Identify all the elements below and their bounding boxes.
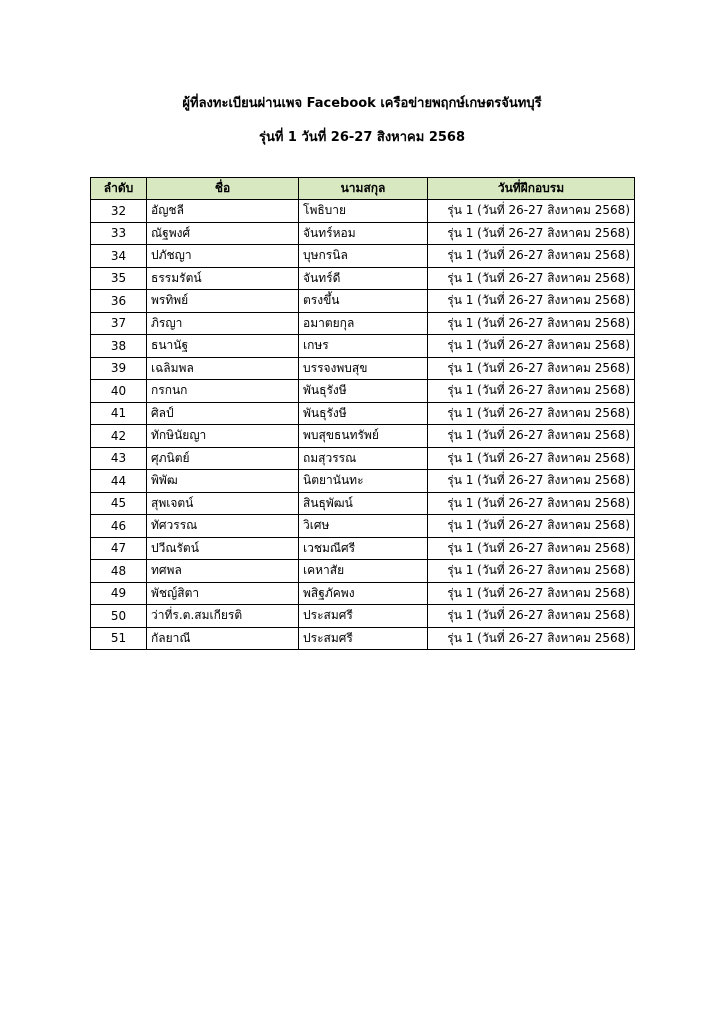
first-name: ศิลป์ — [147, 402, 299, 425]
document-subtitle: รุ่นที่ 1 วันที่ 26-27 สิงหาคม 2568 — [258, 130, 466, 145]
first-name: ธรรมรัตน์ — [147, 267, 299, 290]
table-row — [91, 627, 635, 650]
first-name: ทักษินัยญา — [147, 425, 299, 448]
row-number: 36 — [91, 290, 147, 313]
last-name: บุษกรนิล — [299, 245, 428, 268]
training-date: รุ่น 1 (วันที่ 26-27 สิงหาคม 2568) — [428, 335, 635, 358]
last-name: ประสมศรี — [299, 627, 428, 650]
row-number: 47 — [91, 537, 147, 560]
training-date: รุ่น 1 (วันที่ 26-27 สิงหาคม 2568) — [428, 312, 635, 335]
table-row — [91, 582, 635, 605]
last-name: พันธุรังษี — [299, 380, 428, 403]
row-number: 51 — [91, 627, 147, 650]
first-name: พรทิพย์ — [147, 290, 299, 313]
training-date: รุ่น 1 (วันที่ 26-27 สิงหาคม 2568) — [428, 560, 635, 583]
table-row — [91, 492, 635, 515]
table-row — [91, 245, 635, 268]
row-number: 37 — [91, 312, 147, 335]
training-date: รุ่น 1 (วันที่ 26-27 สิงหาคม 2568) — [428, 605, 635, 628]
row-number: 44 — [91, 470, 147, 493]
first-name: กรกนก — [147, 380, 299, 403]
last-name: พสิฐภัคพง — [299, 582, 428, 605]
row-number: 39 — [91, 357, 147, 380]
header-name: ชื่อ — [147, 178, 299, 200]
table-row — [91, 290, 635, 313]
last-name: เคหาสัย — [299, 560, 428, 583]
table-row — [91, 312, 635, 335]
row-number: 49 — [91, 582, 147, 605]
first-name: ทัศวรรณ — [147, 515, 299, 538]
last-name: นิตยานันทะ — [299, 470, 428, 493]
last-name: บรรจงพบสุข — [299, 357, 428, 380]
first-name: สุพเจตน์ — [147, 492, 299, 515]
document-title: ผู้ที่ลงทะเบียนผ่านเพจ Facebook เครือข่ายพฤกษ์เกษตรจันทบุรี — [182, 96, 542, 111]
row-number: 46 — [91, 515, 147, 538]
table-row — [91, 402, 635, 425]
training-date: รุ่น 1 (วันที่ 26-27 สิงหาคม 2568) — [428, 537, 635, 560]
first-name: พิพัฒ — [147, 470, 299, 493]
training-date: รุ่น 1 (วันที่ 26-27 สิงหาคม 2568) — [428, 447, 635, 470]
row-number: 38 — [91, 335, 147, 358]
row-number: 45 — [91, 492, 147, 515]
table-row — [91, 537, 635, 560]
table-row — [91, 200, 635, 223]
training-date: รุ่น 1 (วันที่ 26-27 สิงหาคม 2568) — [428, 290, 635, 313]
training-date: รุ่น 1 (วันที่ 26-27 สิงหาคม 2568) — [428, 200, 635, 223]
training-date: รุ่น 1 (วันที่ 26-27 สิงหาคม 2568) — [428, 492, 635, 515]
header-surname: นามสกุล — [299, 178, 428, 200]
row-number: 34 — [91, 245, 147, 268]
training-date: รุ่น 1 (วันที่ 26-27 สิงหาคม 2568) — [428, 380, 635, 403]
row-number: 43 — [91, 447, 147, 470]
first-name: ปภัชญา — [147, 245, 299, 268]
last-name: โพธิบาย — [299, 200, 428, 223]
last-name: อมาตยกุล — [299, 312, 428, 335]
table-row — [91, 222, 635, 245]
training-date: รุ่น 1 (วันที่ 26-27 สิงหาคม 2568) — [428, 402, 635, 425]
training-date: รุ่น 1 (วันที่ 26-27 สิงหาคม 2568) — [428, 357, 635, 380]
row-number: 48 — [91, 560, 147, 583]
training-date: รุ่น 1 (วันที่ 26-27 สิงหาคม 2568) — [428, 627, 635, 650]
training-date: รุ่น 1 (วันที่ 26-27 สิงหาคม 2568) — [428, 245, 635, 268]
first-name: พัชญ์สิตา — [147, 582, 299, 605]
training-date: รุ่น 1 (วันที่ 26-27 สิงหาคม 2568) — [428, 267, 635, 290]
first-name: ปวีณรัตน์ — [147, 537, 299, 560]
table-row — [91, 560, 635, 583]
last-name: พบสุขธนทรัพย์ — [299, 425, 428, 448]
training-date: รุ่น 1 (วันที่ 26-27 สิงหาคม 2568) — [428, 222, 635, 245]
first-name: ว่าที่ร.ต.สมเกียรติ — [147, 605, 299, 628]
last-name: จันทร์ดี — [299, 267, 428, 290]
first-name: ทศพล — [147, 560, 299, 583]
last-name: เกษร — [299, 335, 428, 358]
header-no: ลำดับ — [91, 178, 147, 200]
last-name: วิเศษ — [299, 515, 428, 538]
first-name: ธนานัฐ — [147, 335, 299, 358]
last-name: สินธุพัฒน์ — [299, 492, 428, 515]
table-row — [91, 335, 635, 358]
first-name: อัญชลี — [147, 200, 299, 223]
training-date: รุ่น 1 (วันที่ 26-27 สิงหาคม 2568) — [428, 515, 635, 538]
last-name: ประสมศรี — [299, 605, 428, 628]
last-name: ถมสุวรรณ — [299, 447, 428, 470]
table-row — [91, 267, 635, 290]
registrant-table — [90, 177, 635, 650]
row-number: 42 — [91, 425, 147, 448]
table-row — [91, 380, 635, 403]
table-row — [91, 605, 635, 628]
row-number: 50 — [91, 605, 147, 628]
last-name: จันทร์หอม — [299, 222, 428, 245]
row-number: 35 — [91, 267, 147, 290]
last-name: ตรงขึ้น — [299, 290, 428, 313]
table-row — [91, 470, 635, 493]
first-name: เฉลิมพล — [147, 357, 299, 380]
table-row — [91, 447, 635, 470]
table-row — [91, 515, 635, 538]
row-number: 40 — [91, 380, 147, 403]
row-number: 33 — [91, 222, 147, 245]
table-row — [91, 425, 635, 448]
training-date: รุ่น 1 (วันที่ 26-27 สิงหาคม 2568) — [428, 425, 635, 448]
training-date: รุ่น 1 (วันที่ 26-27 สิงหาคม 2568) — [428, 470, 635, 493]
training-date: รุ่น 1 (วันที่ 26-27 สิงหาคม 2568) — [428, 582, 635, 605]
last-name: พันธุรังษี — [299, 402, 428, 425]
table-row — [91, 357, 635, 380]
row-number: 41 — [91, 402, 147, 425]
first-name: กัลยาณี — [147, 627, 299, 650]
header-date: วันที่ฝึกอบรม — [428, 178, 635, 200]
first-name: ณัฐพงศ์ — [147, 222, 299, 245]
first-name: ภิรญา — [147, 312, 299, 335]
last-name: เวชมณีศรี — [299, 537, 428, 560]
first-name: ศุภนิตย์ — [147, 447, 299, 470]
row-number: 32 — [91, 200, 147, 223]
table-header-row — [91, 178, 635, 200]
